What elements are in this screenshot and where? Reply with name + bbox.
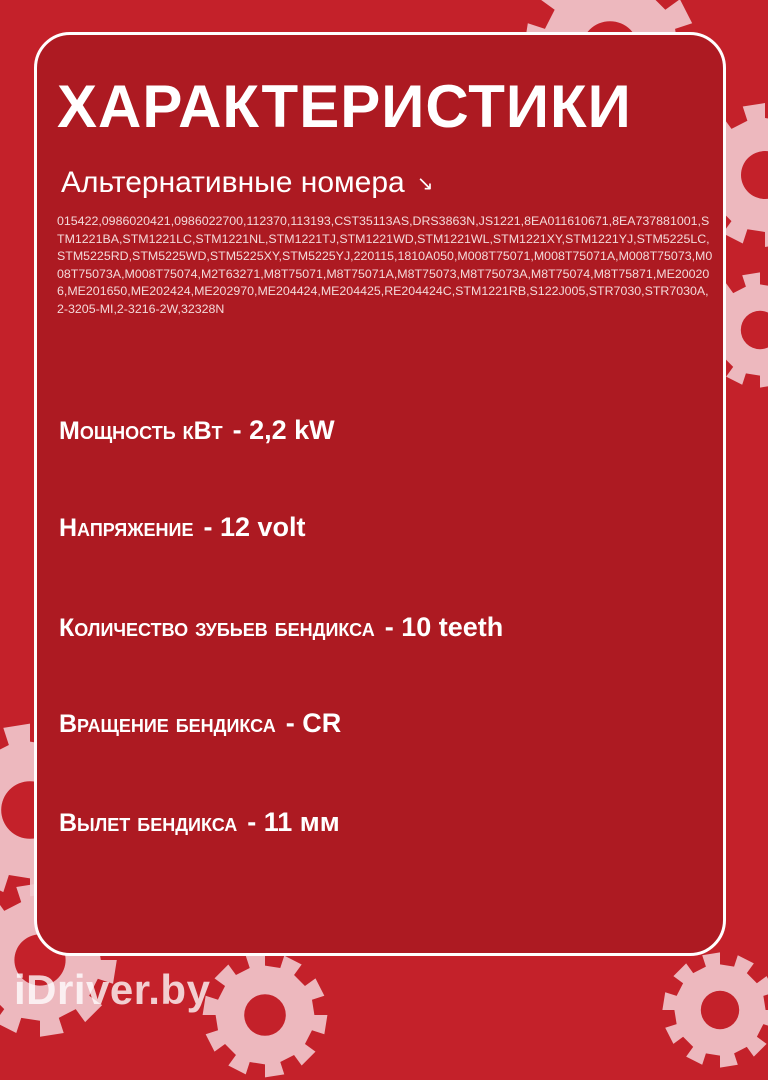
watermark: iDriver.by: [14, 966, 211, 1013]
spec-label: Мощность кВт: [59, 417, 223, 445]
spec-value: - CR: [285, 708, 342, 738]
spec-value: - 11 мм: [247, 807, 340, 837]
spec-label: Количество зубьев бендикса: [59, 614, 375, 642]
alt-numbers-heading: [61, 163, 433, 204]
spec-row-rotation: [59, 708, 341, 739]
spec-value: - 12 volt: [203, 512, 306, 542]
spec-value: - 10 teeth: [384, 612, 504, 642]
page-title: ХАРАКТЕРИСТИКИ: [57, 73, 632, 140]
gear-icon: [200, 950, 330, 1080]
gear-icon: [660, 950, 768, 1070]
spec-label: Напряжение: [59, 514, 194, 542]
spec-row-teeth: [59, 612, 503, 643]
spec-row-power: [59, 415, 335, 446]
spec-label: Вылет бендикса: [59, 809, 238, 837]
alt-numbers-list: 015422,0986020421,0986022700,112370,113193,CST35113AS,DRS3863N,JS1221,8EA011610671,8EA737881001,STM1221BA,STM1221LC,STM1221NL,STM1221TJ,STM1221WD,STM1221WL,STM1221XY,STM1221YJ,STM5225LC,STM5225RD,STM5225WD,STM5225XY,STM5225YJ,220115,1810A050,M008T75071,M008T75071A,M008T75073,M008T75073A,M008T75074,M2T63271,M8T75071,M8T75071A,M8T75073,M8T75073A,M8T75074,M8T75871,ME200206,ME201650,ME202424,ME202970,ME204424,ME204425,RE204424C,STM1221RB,S122J005,STR7030,STR7030A,2-3205-MI,2-3216-2W,32328N: [57, 214, 713, 316]
arrow-down-right-icon: ↘: [416, 173, 434, 196]
spec-row-voltage: [59, 512, 306, 543]
specs-card: [34, 32, 726, 956]
spec-row-offset: [59, 807, 340, 838]
spec-value: - 2,2 kW: [232, 415, 335, 445]
spec-label: Вращение бендикса: [59, 710, 276, 738]
alt-numbers-heading-text: Альтернативные номера: [61, 166, 405, 199]
